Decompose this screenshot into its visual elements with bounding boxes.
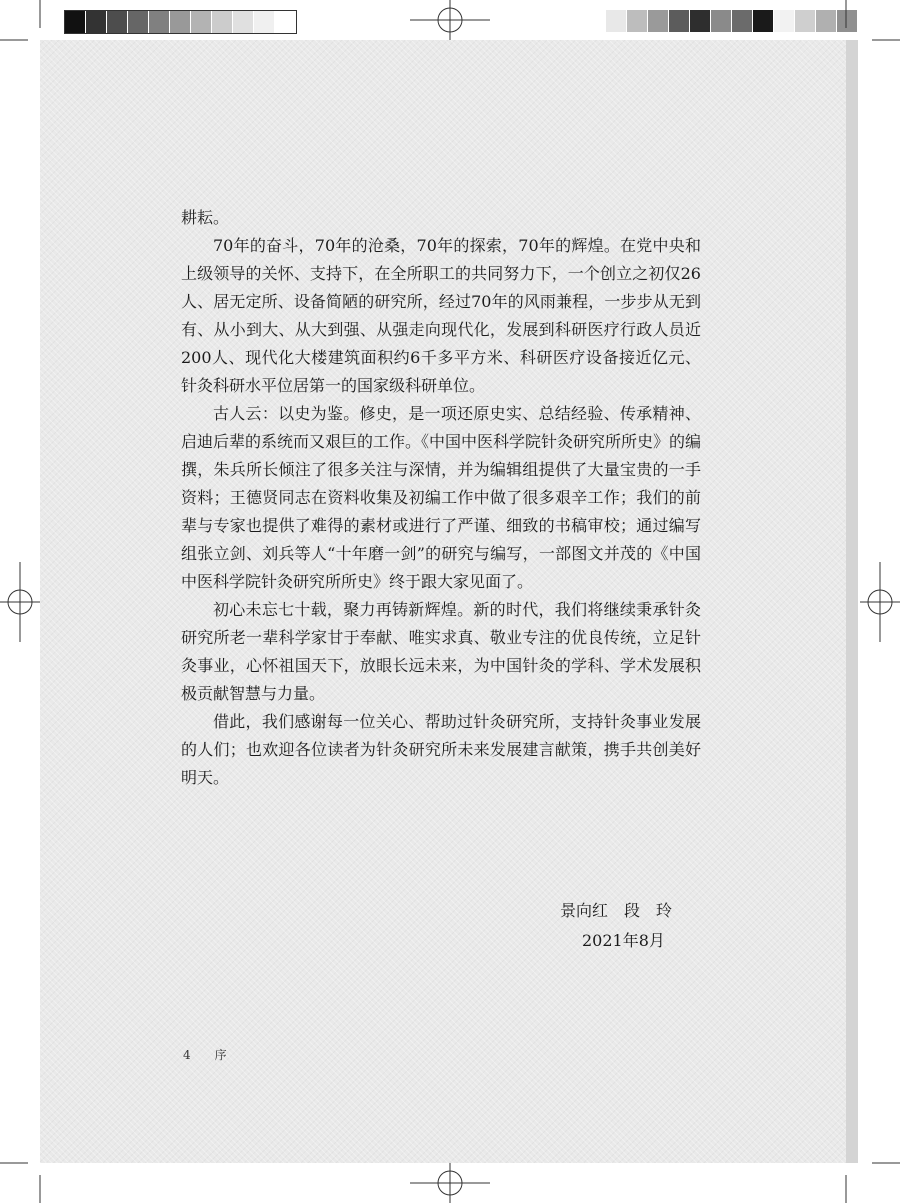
calibration-swatch	[107, 11, 128, 33]
calibration-swatch	[212, 11, 233, 33]
calibration-swatch	[816, 10, 837, 32]
paragraph: 借此，我们感谢每一位关心、帮助过针灸研究所，支持针灸事业发展的人们；也欢迎各位读者为针灸研究所未来发展建言献策，携手共创美好明天。	[181, 712, 701, 787]
calibration-swatch	[627, 10, 648, 32]
calibration-swatch	[606, 10, 627, 32]
color-calibration-bar-right	[606, 10, 858, 32]
calibration-swatch	[837, 10, 858, 32]
signature-date: 2021年8月	[582, 931, 665, 950]
page-footer	[183, 1046, 227, 1063]
signature-block	[560, 896, 760, 956]
calibration-swatch	[648, 10, 669, 32]
calibration-swatch	[128, 11, 149, 33]
calibration-swatch	[191, 11, 212, 33]
calibration-swatch	[65, 11, 86, 33]
author-names: 景向红 段 玲	[560, 901, 673, 920]
paragraph-continuation: 耕耘。	[181, 208, 230, 227]
calibration-swatch	[170, 11, 191, 33]
calibration-swatch	[149, 11, 170, 33]
calibration-swatch	[86, 11, 107, 33]
calibration-swatch	[711, 10, 732, 32]
paragraph: 初心未忘七十载，聚力再铸新辉煌。新的时代，我们将继续秉承针灸研究所老一辈科学家甘于奉献、唯实求真、敬业专注的优良传统，立足针灸事业，心怀祖国天下，放眼长远未来，为中国针灸的学科、学术发展积极贡献智慧与力量。	[181, 600, 701, 703]
calibration-swatch	[795, 10, 816, 32]
paragraph: 70年的奋斗，70年的沧桑，70年的探索，70年的辉煌。在党中央和上级领导的关怀、支持下，在全所职工的共同努力下，一个创立之初仅26人、居无定所、设备简陋的研究所，经过70年的风雨兼程，一步步从无到有、从小到大、从大到强、从强走向现代化，发展到科研医疗行政人员近200人、现代化大楼建筑面积约6千多平方米、科研医疗设备接近亿元、针灸科研水平位居第一的国家级科研单位。	[181, 236, 701, 395]
calibration-swatch	[254, 11, 275, 33]
calibration-swatch	[690, 10, 711, 32]
page-edge	[846, 40, 858, 1163]
paragraph: 古人云：以史为鉴。修史，是一项还原史实、总结经验、传承精神、启迪后辈的系统而又艰巨的工作。《中国中医科学院针灸研究所所史》的编撰，朱兵所长倾注了很多关注与深情，并为编辑组提供了大量宝贵的一手资料；王德贤同志在资料收集及初编工作中做了很多艰辛工作；我们的前辈与专家也提供了难得的素材或进行了严谨、细致的书稿审校；通过编写组张立剑、刘兵等人“十年磨一剑”的研究与编写，一部图文并茂的《中国中医科学院针灸研究所所史》终于跟大家见面了。	[181, 404, 702, 591]
calibration-swatch	[275, 11, 296, 33]
page-number: 4	[183, 1048, 191, 1062]
calibration-swatch	[753, 10, 774, 32]
calibration-swatch	[774, 10, 795, 32]
calibration-swatch	[732, 10, 753, 32]
color-calibration-bar-left	[64, 10, 297, 34]
section-label: 序	[214, 1048, 227, 1062]
calibration-swatch	[669, 10, 690, 32]
preface-body	[181, 204, 701, 792]
calibration-swatch	[233, 11, 254, 33]
